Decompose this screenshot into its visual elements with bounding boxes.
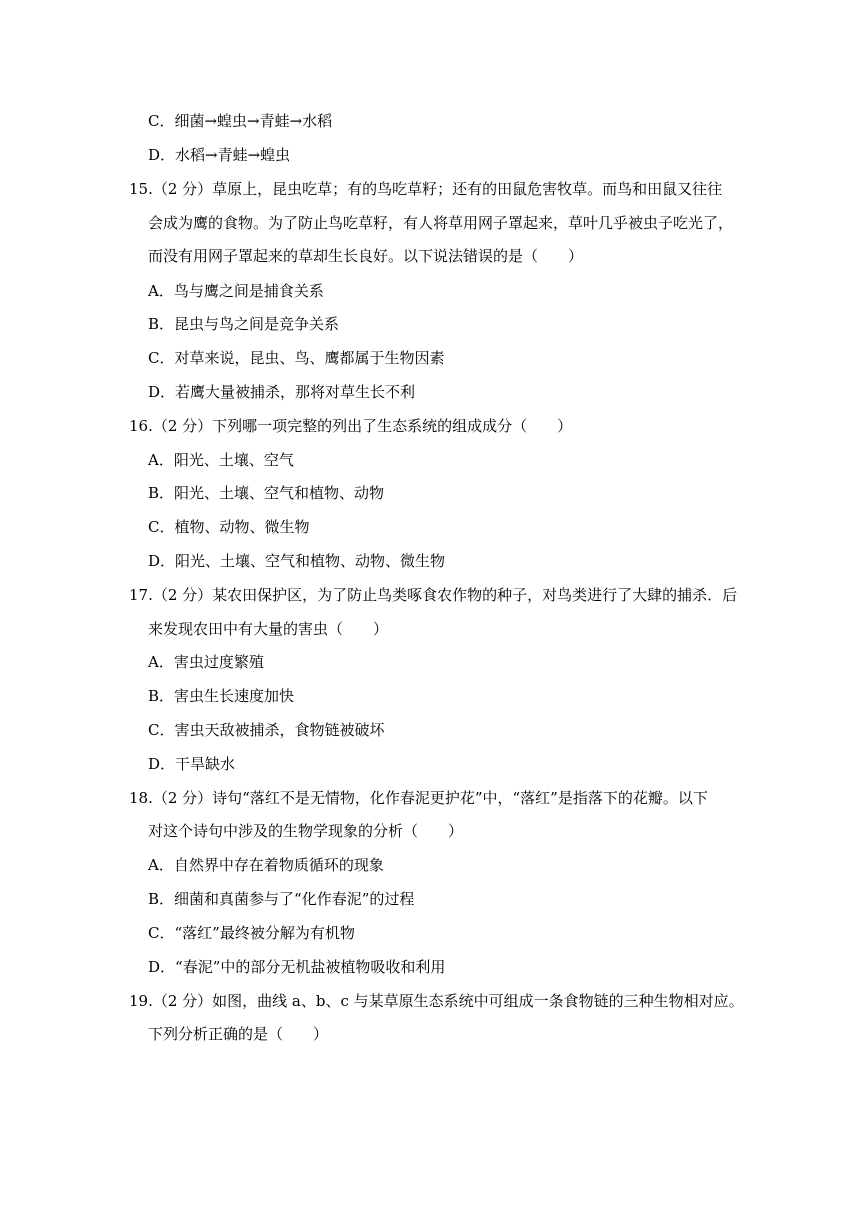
q17-option-d: D．干旱缺水: [148, 755, 236, 773]
q16-option-b: B．阳光、土壤、空气和植物、动物: [148, 484, 385, 502]
q18-stem-line-2: 对这个诗句中涉及的生物学现象的分析（ ）: [148, 822, 464, 840]
q14-option-d: D．水稻→青蛙→蝗虫: [148, 146, 291, 164]
q16-stem-line-1: 16.（2 分）下列哪一项完整的列出了生态系统的组成成分（ ）: [129, 417, 573, 435]
q17-option-b: B．害虫生长速度加快: [148, 687, 295, 705]
q15-option-d: D．若鹰大量被捕杀，那将对草生长不利: [148, 383, 416, 401]
q16-option-a: A．阳光、土壤、空气: [148, 451, 294, 469]
q15-option-c: C．对草来说，昆虫、鸟、鹰都属于生物因素: [148, 349, 445, 367]
q15-stem-line-1: 15.（2 分）草原上，昆虫吃草；有的鸟吃草籽；还有的田鼠危害牧草。而鸟和田鼠又往往: [129, 180, 723, 198]
q17-option-a: A．害虫过度繁殖: [148, 653, 264, 671]
q17-stem-line-1: 17.（2 分）某农田保护区，为了防止鸟类啄食农作物的种子，对鸟类进行了大肆的捕杀．后: [129, 586, 738, 604]
q14-option-c: C．细菌→蝗虫→青蛙→水稻: [148, 112, 333, 130]
q15-option-a: A．鸟与鹰之间是捕食关系: [148, 282, 324, 300]
q17-stem-line-2: 来发现农田中有大量的害虫（ ）: [148, 620, 389, 638]
q15-option-b: B．昆虫与鸟之间是竞争关系: [148, 315, 340, 333]
q15-stem-line-3: 而没有用网子罩起来的草却生长良好。以下说法错误的是（ ）: [148, 247, 584, 265]
q18-option-b: B．细菌和真菌参与了“化作春泥”的过程: [148, 890, 415, 908]
q19-stem-line-2: 下列分析正确的是（ ）: [148, 1025, 329, 1043]
q18-stem-line-1: 18.（2 分）诗句“落红不是无情物，化作春泥更护花”中，“落红”是指落下的花瓣。以下: [129, 789, 708, 807]
q18-option-c: C．“落红”最终被分解为有机物: [148, 924, 355, 942]
q18-option-d: D．“春泥”中的部分无机盐被植物吸收和利用: [148, 958, 446, 976]
q16-option-d: D．阳光、土壤、空气和植物、动物、微生物: [148, 552, 446, 570]
q19-stem-line-1: 19.（2 分）如图，曲线 a、b、c 与某草原生态系统中可组成一条食物链的三种生物相对应。: [129, 992, 744, 1010]
q17-option-c: C．害虫天敌被捕杀，食物链被破坏: [148, 721, 385, 739]
q18-option-a: A．自然界中存在着物质循环的现象: [148, 856, 384, 874]
q15-stem-line-2: 会成为鹰的食物。为了防止鸟吃草籽，有人将草用网子罩起来，草叶几乎被虫子吃光了，: [148, 214, 734, 232]
q16-option-c: C．植物、动物、微生物: [148, 518, 310, 536]
